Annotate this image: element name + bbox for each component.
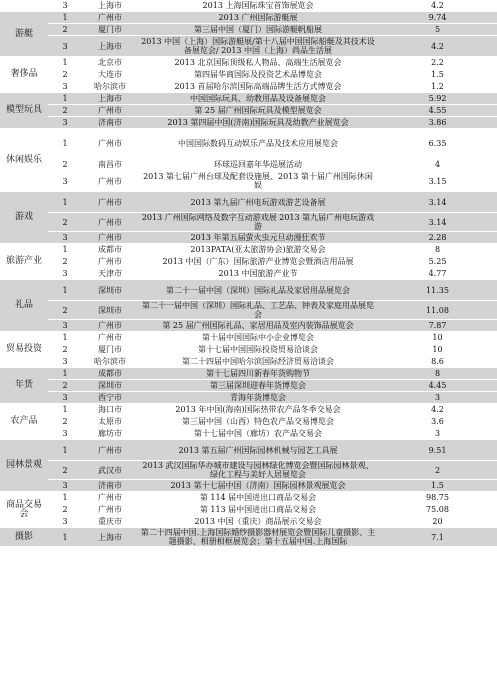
table-row	[0, 368, 497, 380]
event-cell: 第 113 届中国进出口商品交易会	[138, 504, 378, 516]
rank-cell: 3	[48, 232, 82, 244]
category-cell: 贸易投资	[0, 332, 48, 368]
table-row	[0, 192, 497, 213]
event-cell: 第十七届中国（廊坊）农产品交易会	[138, 428, 378, 440]
rank-cell: 1	[48, 12, 82, 24]
table-row	[0, 69, 497, 81]
table-row	[0, 332, 497, 344]
value-cell: 3.86	[378, 117, 497, 129]
event-cell: 2013 北京国际顶级私人物品、高端生活展览会	[138, 57, 378, 69]
table-row	[0, 280, 497, 301]
table-row	[0, 105, 497, 117]
rank-cell: 3	[48, 320, 82, 332]
rank-cell: 1	[48, 332, 82, 344]
category-cell: 游艇	[0, 12, 48, 57]
rank-cell: 1	[48, 244, 82, 256]
table-row	[0, 0, 497, 12]
table-row	[0, 36, 497, 57]
table-row	[0, 159, 497, 171]
event-cell: 2013 中国（上海）国际游艇展/第十八届中国国际船艇及其技术设备展览会/ 2013 中国（上海）尚品生活展	[138, 36, 378, 57]
city-cell: 广州市	[82, 492, 138, 504]
value-cell: 2.2	[378, 57, 497, 69]
value-cell: 4.2	[378, 36, 497, 57]
city-cell: 大连市	[82, 69, 138, 81]
event-cell: 2013 中国（广东）国际旅游产业博览会暨酒店用品展	[138, 256, 378, 268]
value-cell: 4.45	[378, 380, 497, 392]
value-cell: 6.35	[378, 129, 497, 159]
city-cell: 广州市	[82, 332, 138, 344]
city-cell: 上海市	[82, 0, 138, 12]
table-row	[0, 268, 497, 280]
table-row	[0, 528, 497, 547]
city-cell: 广州市	[82, 320, 138, 332]
table-row	[0, 416, 497, 428]
value-cell: 5.25	[378, 256, 497, 268]
value-cell: 11.08	[378, 301, 497, 320]
event-cell: 2013PATA(亚太旅游协会)旅游交易会	[138, 244, 378, 256]
rank-cell: 2	[48, 105, 82, 117]
city-cell: 广州市	[82, 256, 138, 268]
event-cell: 第二十四届中国.上海国际婚纱摄影器材展览会暨国际儿童摄影、主题摄影、相册相框展览会；第十五届中国.上海国际	[138, 528, 378, 547]
value-cell: 3.15	[378, 171, 497, 192]
category-cell	[0, 0, 48, 12]
value-cell: 3	[378, 428, 497, 440]
category-cell: 农产品	[0, 404, 48, 440]
event-cell: 2013 中国（重庆）商品展示交易会	[138, 516, 378, 528]
city-cell: 深圳市	[82, 380, 138, 392]
rank-cell: 1	[48, 57, 82, 69]
city-cell: 广州市	[82, 213, 138, 232]
event-cell: 2013 第五届广州国际园林机械与园艺工具展	[138, 440, 378, 461]
rank-cell: 2	[48, 213, 82, 232]
city-cell: 天津市	[82, 268, 138, 280]
rank-cell: 2	[48, 256, 82, 268]
city-cell: 深圳市	[82, 280, 138, 301]
event-cell: 2013 广州国际网络及数字互动游戏展 2013 第九届广州电玩游戏游	[138, 213, 378, 232]
value-cell: 1.5	[378, 69, 497, 81]
table-row	[0, 57, 497, 69]
city-cell: 广州市	[82, 192, 138, 213]
event-cell: 第十七届四川新春年货购物节	[138, 368, 378, 380]
value-cell: 2.28	[378, 232, 497, 244]
city-cell: 哈尔滨市	[82, 81, 138, 93]
table-row	[0, 480, 497, 492]
city-cell: 太原市	[82, 416, 138, 428]
city-cell: 成都市	[82, 368, 138, 380]
event-cell: 2013 首届哈尔滨国际高端品牌生活方式博览会	[138, 81, 378, 93]
table-row	[0, 440, 497, 461]
table-row	[0, 356, 497, 368]
table-row	[0, 244, 497, 256]
table-row	[0, 301, 497, 320]
event-cell: 2013 第四届中国(济南)国际玩具及幼教产业展览会	[138, 117, 378, 129]
category-cell: 摄影	[0, 528, 48, 547]
value-cell: 1.2	[378, 81, 497, 93]
rank-cell: 3	[48, 36, 82, 57]
table-row	[0, 344, 497, 356]
event-cell: 2013 中国旅游产业节	[138, 268, 378, 280]
city-cell: 西宁市	[82, 392, 138, 404]
table-row	[0, 171, 497, 192]
rank-cell: 3	[48, 356, 82, 368]
event-cell: 2013 广州国际游艇展	[138, 12, 378, 24]
category-cell: 休闲娱乐	[0, 129, 48, 192]
city-cell: 济南市	[82, 480, 138, 492]
event-cell: 第 25 届广州国际礼品、家居用品及室内装饰品展览会	[138, 320, 378, 332]
event-cell: 第二十四届中国哈尔滨国际经济贸易洽谈会	[138, 356, 378, 368]
city-cell: 厦门市	[82, 344, 138, 356]
category-cell: 商品交易会	[0, 492, 48, 528]
value-cell: 5.92	[378, 93, 497, 105]
city-cell: 广州市	[82, 105, 138, 117]
rank-cell: 3	[48, 392, 82, 404]
value-cell: 4.77	[378, 268, 497, 280]
city-cell: 广州市	[82, 440, 138, 461]
event-cell: 2013 武汉国际华办城市建设与园林绿化博览会暨国际园林景观、绿化工程与美好人居展览会	[138, 461, 378, 480]
table-row	[0, 117, 497, 129]
rank-cell: 1	[48, 368, 82, 380]
table-row	[0, 516, 497, 528]
rank-cell: 2	[48, 504, 82, 516]
table-row	[0, 232, 497, 244]
table-row	[0, 12, 497, 24]
value-cell: 3	[378, 392, 497, 404]
value-cell: 11.35	[378, 280, 497, 301]
table-row	[0, 461, 497, 480]
value-cell: 5	[378, 24, 497, 36]
event-cell: 中国国际数码互动娱乐产品及技术应用展览会	[138, 129, 378, 159]
table-row	[0, 320, 497, 332]
value-cell: 10	[378, 344, 497, 356]
city-cell: 重庆市	[82, 516, 138, 528]
value-cell: 8	[378, 368, 497, 380]
rank-cell: 1	[48, 129, 82, 159]
table-row	[0, 129, 497, 159]
value-cell: 3.6	[378, 416, 497, 428]
city-cell: 南昌市	[82, 159, 138, 171]
table-row	[0, 93, 497, 105]
city-cell: 广州市	[82, 171, 138, 192]
city-cell: 上海市	[82, 36, 138, 57]
rank-cell: 1	[48, 492, 82, 504]
value-cell: 7.87	[378, 320, 497, 332]
rank-cell: 2	[48, 416, 82, 428]
city-cell: 广州市	[82, 129, 138, 159]
value-cell: 4.2	[378, 404, 497, 416]
value-cell: 20	[378, 516, 497, 528]
category-cell: 奢侈品	[0, 57, 48, 93]
city-cell: 广州市	[82, 504, 138, 516]
value-cell: 9.74	[378, 12, 497, 24]
category-cell: 游戏	[0, 192, 48, 244]
rank-cell: 3	[48, 480, 82, 492]
value-cell: 4.55	[378, 105, 497, 117]
city-cell: 深圳市	[82, 301, 138, 320]
table-row	[0, 404, 497, 416]
value-cell: 98.75	[378, 492, 497, 504]
table-row	[0, 492, 497, 504]
event-cell: 2013 第十七届中国（济南）国际园林景观展览会	[138, 480, 378, 492]
value-cell: 7.1	[378, 528, 497, 547]
event-cell: 2013 第七届广州台球及配套设施展、2013 第十届广州国际休闲娱	[138, 171, 378, 192]
rank-cell: 1	[48, 528, 82, 547]
rank-cell: 2	[48, 69, 82, 81]
event-cell: 第四届华商国际及投资艺术品博览会	[138, 69, 378, 81]
event-cell: 2013 上海国际珠宝首饰展览会	[138, 0, 378, 12]
value-cell: 3.14	[378, 192, 497, 213]
value-cell: 3.14	[378, 213, 497, 232]
value-cell: 2	[378, 461, 497, 480]
event-cell: 2013 年第五届萤火虫元旦动漫狂欢节	[138, 232, 378, 244]
rank-cell: 3	[48, 516, 82, 528]
table-row	[0, 380, 497, 392]
rank-cell: 2	[48, 301, 82, 320]
rank-cell: 3	[48, 428, 82, 440]
rank-cell: 3	[48, 171, 82, 192]
city-cell: 广州市	[82, 232, 138, 244]
city-cell: 北京市	[82, 57, 138, 69]
category-cell: 年货	[0, 368, 48, 404]
city-cell: 济南市	[82, 117, 138, 129]
city-cell: 厦门市	[82, 24, 138, 36]
event-cell: 第 25 届广州国际玩具及模型展览会	[138, 105, 378, 117]
category-cell: 礼品	[0, 280, 48, 332]
category-cell: 旅游产业	[0, 244, 48, 280]
event-cell: 第三届中国（山西）特色农产品交易博览会	[138, 416, 378, 428]
event-cell: 环球巡回嘉年华巡展活动	[138, 159, 378, 171]
rank-cell: 3	[48, 268, 82, 280]
city-cell: 哈尔滨市	[82, 356, 138, 368]
event-cell: 第三届中国（厦门）国际游艇帆船展	[138, 24, 378, 36]
rank-cell: 3	[48, 0, 82, 12]
event-cell: 2013 年中国(海南)国际热带农产品冬季交易会	[138, 404, 378, 416]
city-cell: 上海市	[82, 528, 138, 547]
city-cell: 上海市	[82, 93, 138, 105]
table-row	[0, 504, 497, 516]
category-cell: 园林景观	[0, 440, 48, 492]
city-cell: 廊坊市	[82, 428, 138, 440]
rank-cell: 2	[48, 380, 82, 392]
rank-cell: 1	[48, 440, 82, 461]
rank-cell: 2	[48, 159, 82, 171]
event-cell: 第十七届中国国际投资贸易洽谈会	[138, 344, 378, 356]
rank-cell: 2	[48, 344, 82, 356]
value-cell: 8	[378, 244, 497, 256]
rank-cell: 1	[48, 93, 82, 105]
value-cell: 4.2	[378, 0, 497, 12]
value-cell: 8.6	[378, 356, 497, 368]
event-cell: 第三届深圳迎春年货博览会	[138, 380, 378, 392]
event-cell: 中国国际玩具、幼教用品及设备展览会	[138, 93, 378, 105]
event-cell: 2013 第九届广州电玩游戏游艺设备展	[138, 192, 378, 213]
rank-cell: 3	[48, 117, 82, 129]
table-row	[0, 81, 497, 93]
rank-cell: 3	[48, 81, 82, 93]
rank-cell: 2	[48, 24, 82, 36]
rank-cell: 1	[48, 404, 82, 416]
rank-cell: 1	[48, 192, 82, 213]
value-cell: 10	[378, 332, 497, 344]
table-row	[0, 428, 497, 440]
event-cell: 第二十一届中国（深圳）国际礼品、工艺品、钟表及家庭用品展览会	[138, 301, 378, 320]
table-row	[0, 24, 497, 36]
table-row	[0, 213, 497, 232]
city-cell: 广州市	[82, 12, 138, 24]
city-cell: 成都市	[82, 244, 138, 256]
table-row	[0, 392, 497, 404]
event-cell: 第 114 届中国进出口商品交易会	[138, 492, 378, 504]
table-row	[0, 256, 497, 268]
city-cell: 武汉市	[82, 461, 138, 480]
category-cell: 模型玩具	[0, 93, 48, 129]
event-cell: 第十届中国国际中小企业博览会	[138, 332, 378, 344]
value-cell: 1.5	[378, 480, 497, 492]
event-cell: 青海年货博览会	[138, 392, 378, 404]
value-cell: 9.51	[378, 440, 497, 461]
rank-cell: 2	[48, 461, 82, 480]
value-cell: 4	[378, 159, 497, 171]
value-cell: 75.08	[378, 504, 497, 516]
event-cell: 第二十一届中国（深圳）国际礼品及家居用品展览会	[138, 280, 378, 301]
city-cell: 海口市	[82, 404, 138, 416]
rank-cell: 1	[48, 280, 82, 301]
